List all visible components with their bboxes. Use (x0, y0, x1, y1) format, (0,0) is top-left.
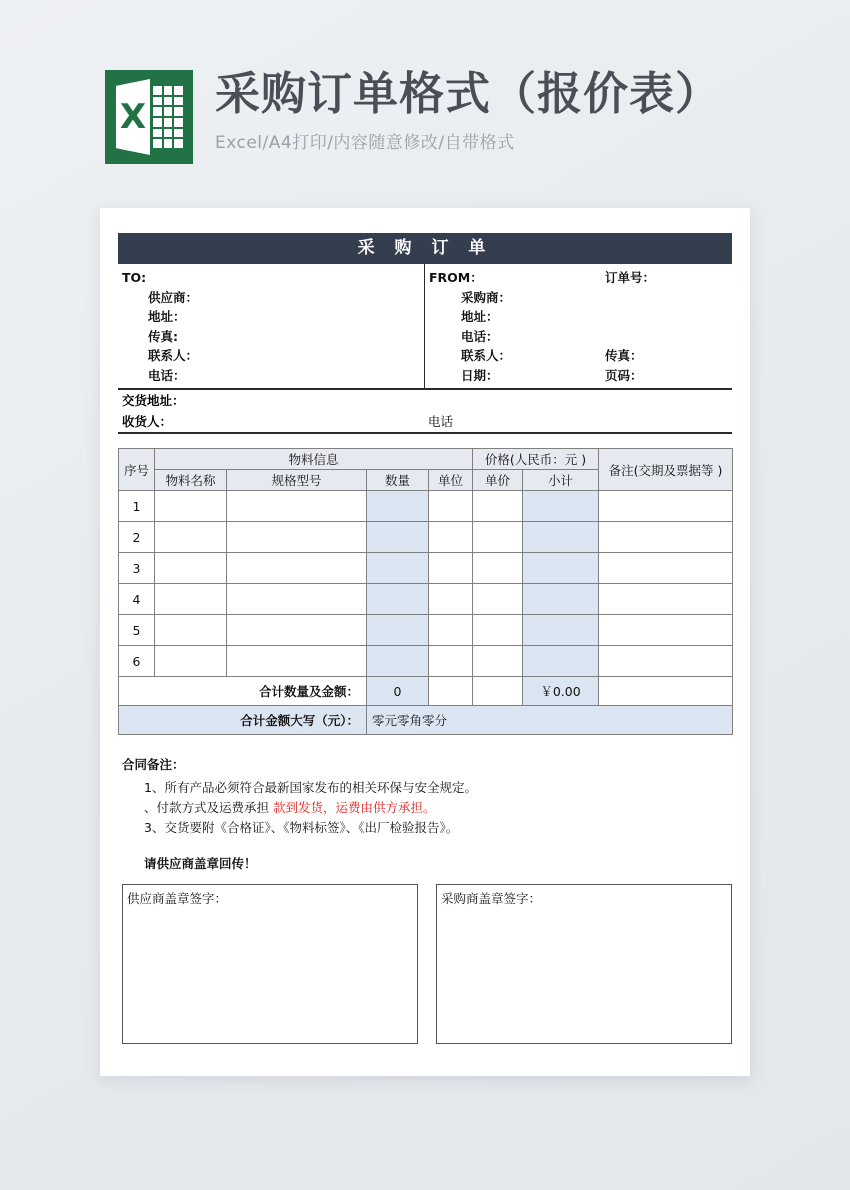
buyer-tel-label: 电话： (461, 328, 499, 344)
contract-notes-title: 合同备注： (122, 757, 185, 772)
table-row[interactable] (119, 522, 733, 553)
totals-note-value (599, 677, 733, 706)
banner-text-group (215, 68, 721, 153)
document-paper (100, 208, 750, 1076)
supplier-tel-label: 电话： (148, 367, 186, 383)
cell-note[interactable] (599, 584, 733, 615)
contract-note-item (122, 818, 732, 838)
cell-spec-model[interactable] (227, 646, 367, 677)
amount-in-words-value: 零元零角零分 (367, 706, 733, 735)
table-row[interactable] (119, 646, 733, 677)
cell-quantity[interactable] (367, 491, 429, 522)
cell-spec-model[interactable] (227, 584, 367, 615)
cell-seq: 1 (119, 491, 155, 522)
items-table (118, 448, 733, 735)
buyer-date-label: 日期： (461, 367, 499, 383)
buyer-contact-row[interactable] (425, 346, 732, 366)
totals-unit-price-value (473, 677, 523, 706)
buyer-signature-box[interactable]: 采购商盖章签字： (436, 884, 732, 1044)
amount-in-words-label: 合计金额大写（元）： (119, 706, 367, 735)
from-label: FROM： (429, 270, 483, 285)
buyer-name-row[interactable] (425, 288, 732, 308)
totals-amount-value: ￥0.00 (523, 677, 599, 706)
cell-note[interactable] (599, 615, 733, 646)
order-number-label: 订单号： (605, 270, 656, 285)
cell-spec-model[interactable] (227, 522, 367, 553)
cell-subtotal[interactable] (523, 584, 599, 615)
cell-unit[interactable] (429, 491, 473, 522)
page-number-label: 页码： (605, 367, 643, 383)
party-to-column (118, 264, 425, 388)
delivery-address-row[interactable] (118, 390, 732, 411)
cell-spec-model[interactable] (227, 491, 367, 522)
signature-section (118, 884, 732, 1044)
supplier-address-row[interactable] (118, 307, 424, 327)
contract-notes-section (118, 755, 732, 872)
spreadsheet-sheet (118, 233, 732, 1044)
delivery-address-label: 交货地址： (122, 393, 185, 408)
cell-quantity[interactable] (367, 615, 429, 646)
column-header-subtotal: 小计 (523, 470, 599, 491)
column-header-quantity: 数量 (367, 470, 429, 491)
cell-unit-price[interactable] (473, 584, 523, 615)
consignee-row[interactable] (118, 411, 732, 432)
cell-note[interactable] (599, 646, 733, 677)
totals-quantity-value: 0 (367, 677, 429, 706)
cell-note[interactable] (599, 553, 733, 584)
cell-material-name[interactable] (155, 646, 227, 677)
cell-quantity[interactable] (367, 646, 429, 677)
cell-seq: 3 (119, 553, 155, 584)
cell-quantity[interactable] (367, 522, 429, 553)
supplier-name-row[interactable] (118, 288, 424, 308)
supplier-address-label: 地址： (148, 309, 186, 324)
excel-logo-grid (153, 86, 183, 148)
contract-note-item (122, 778, 732, 798)
totals-label: 合计数量及金额： (119, 677, 367, 706)
supplier-signature-box[interactable]: 供应商盖章签字： (122, 884, 418, 1044)
cell-material-name[interactable] (155, 553, 227, 584)
column-header-seq: 序号 (119, 449, 155, 491)
buyer-fax-label: 传真： (605, 348, 643, 363)
buyer-date-row[interactable] (425, 366, 732, 386)
from-label-row (425, 268, 732, 288)
banner-subtitle: Excel/A4打印/内容随意修改/自带格式 (215, 132, 515, 153)
cell-subtotal[interactable] (523, 553, 599, 584)
delivery-info-block (118, 390, 732, 434)
column-header-note: 备注(交期及票据等 ) (599, 449, 733, 491)
items-table-body (119, 491, 733, 677)
party-from-column (425, 264, 732, 388)
cell-unit-price[interactable] (473, 522, 523, 553)
contract-note-text: 1、所有产品必须符合最新国家发布的相关环保与安全规定。 (144, 780, 477, 795)
supplier-fax-label: 传真: (148, 328, 178, 344)
party-info-block (118, 264, 732, 390)
banner-title: 采购订单格式（报价表） (215, 67, 722, 120)
column-group-material-info: 物料信息 (155, 449, 473, 470)
supplier-contact-label: 联系人： (148, 348, 199, 363)
cell-spec-model[interactable] (227, 553, 367, 584)
column-header-spec-model: 规格型号 (227, 470, 367, 491)
excel-logo-icon (105, 70, 193, 164)
cell-seq: 2 (119, 522, 155, 553)
consignee-label: 收货人： (122, 414, 173, 429)
cell-unit-price[interactable] (473, 553, 523, 584)
to-label: TO: (122, 270, 147, 285)
cell-subtotal[interactable] (523, 615, 599, 646)
to-label-row (118, 268, 424, 288)
cell-unit[interactable] (429, 584, 473, 615)
column-group-price: 价格(人民币：元 ) (473, 449, 599, 470)
supplier-contact-row[interactable] (118, 346, 424, 366)
column-header-material-name: 物料名称 (155, 470, 227, 491)
cell-unit-price[interactable] (473, 646, 523, 677)
cell-quantity[interactable] (367, 553, 429, 584)
buyer-tel-row[interactable] (425, 327, 732, 347)
cell-seq: 5 (119, 615, 155, 646)
table-row[interactable] (119, 584, 733, 615)
cell-unit-price[interactable] (473, 491, 523, 522)
table-row[interactable] (119, 615, 733, 646)
totals-row (119, 677, 733, 706)
supplier-fax-row[interactable] (118, 327, 424, 347)
page-banner (0, 0, 850, 208)
buyer-address-row[interactable] (425, 307, 732, 327)
items-table-head (119, 449, 733, 491)
cell-unit[interactable] (429, 553, 473, 584)
table-row[interactable] (119, 553, 733, 584)
cell-note[interactable] (599, 522, 733, 553)
buyer-contact-label: 联系人： (461, 348, 512, 363)
cell-unit-price[interactable] (473, 615, 523, 646)
cell-material-name[interactable] (155, 522, 227, 553)
cell-quantity[interactable] (367, 584, 429, 615)
contract-note-item (122, 798, 732, 818)
contract-note-text: 3、交货要附《合格证》、《物料标签》、《出厂检验报告》。 (144, 820, 459, 835)
stamp-return-call-to-action: 请供应商盖章回传！ (144, 856, 257, 871)
column-header-unit-price: 单价 (473, 470, 523, 491)
cell-subtotal[interactable] (523, 522, 599, 553)
cell-subtotal[interactable] (523, 491, 599, 522)
cell-material-name[interactable] (155, 491, 227, 522)
items-table-foot (119, 677, 733, 735)
document-title-bar: 采 购 订 单 (118, 233, 732, 264)
cell-subtotal[interactable] (523, 646, 599, 677)
supplier-tel-row[interactable] (118, 366, 424, 386)
totals-unit-value (429, 677, 473, 706)
cell-spec-model[interactable] (227, 615, 367, 646)
column-header-unit: 单位 (429, 470, 473, 491)
supplier-name-label: 供应商： (148, 289, 199, 305)
cell-seq: 6 (119, 646, 155, 677)
cell-unit[interactable] (429, 522, 473, 553)
consignee-tel-label: 电话 (428, 414, 454, 429)
cell-unit[interactable] (429, 646, 473, 677)
contract-note-highlight: 款到发货，运费由供方承担。 (273, 800, 436, 815)
excel-logo-x-letter: X (119, 97, 147, 137)
cell-unit[interactable] (429, 615, 473, 646)
contract-note-text: 、付款方式及运费承担 (144, 800, 270, 815)
table-row[interactable] (119, 491, 733, 522)
cell-seq: 4 (119, 584, 155, 615)
cell-note[interactable] (599, 491, 733, 522)
buyer-address-label: 地址： (461, 309, 499, 324)
buyer-name-label: 采购商： (461, 289, 512, 305)
table-group-header-row (119, 449, 733, 470)
amount-in-words-row (119, 706, 733, 735)
cell-material-name[interactable] (155, 615, 227, 646)
cell-material-name[interactable] (155, 584, 227, 615)
